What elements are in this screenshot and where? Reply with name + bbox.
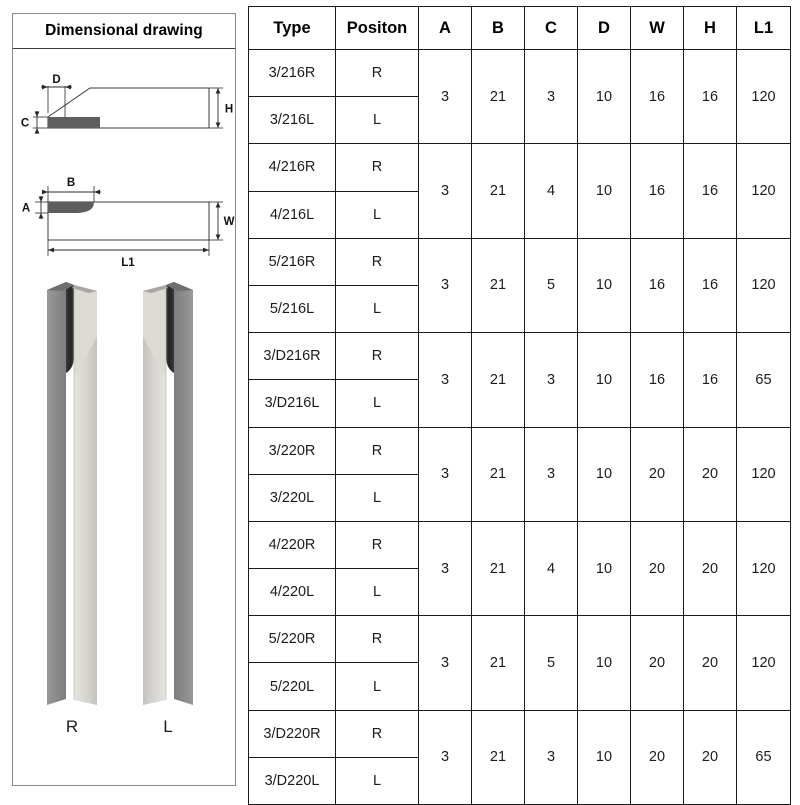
- cell-h: 20: [684, 427, 737, 521]
- cell-position: R: [336, 710, 419, 757]
- cell-w: 20: [631, 616, 684, 710]
- tool-label-right: R: [65, 717, 79, 736]
- column-header-w: W: [631, 7, 684, 50]
- cell-a: 3: [419, 238, 472, 332]
- cell-type: 3/220R: [249, 427, 336, 474]
- cell-c: 3: [525, 333, 578, 427]
- table-row: [249, 144, 791, 191]
- panel-title-cell: [13, 14, 235, 49]
- cell-position: R: [336, 333, 419, 380]
- cell-type: 5/216L: [249, 285, 336, 332]
- cell-type: 5/220R: [249, 616, 336, 663]
- cell-type: 4/220R: [249, 521, 336, 568]
- cell-d: 10: [578, 144, 631, 238]
- table-body: [249, 50, 791, 805]
- cell-position: R: [336, 427, 419, 474]
- cell-l1: 120: [737, 238, 791, 332]
- cell-d: 10: [578, 710, 631, 804]
- cell-l1: 120: [737, 144, 791, 238]
- cell-type: 4/216R: [249, 144, 336, 191]
- cell-d: 10: [578, 50, 631, 144]
- column-header-h: H: [684, 7, 737, 50]
- cell-type: 5/220L: [249, 663, 336, 710]
- cell-c: 3: [525, 710, 578, 804]
- table-row: [249, 50, 791, 97]
- cell-position: R: [336, 144, 419, 191]
- column-header-b: B: [472, 7, 525, 50]
- cell-b: 21: [472, 238, 525, 332]
- tool-photo-left: [137, 277, 199, 712]
- cell-b: 21: [472, 710, 525, 804]
- cell-position: L: [336, 191, 419, 238]
- column-header-type: Type: [249, 7, 336, 50]
- svg-text:L1: L1: [121, 257, 135, 269]
- cell-b: 21: [472, 616, 525, 710]
- cell-type: 3/D216L: [249, 380, 336, 427]
- svg-text:A: A: [21, 202, 31, 215]
- cell-type: 3/D216R: [249, 333, 336, 380]
- side-view-drawing: [13, 54, 237, 154]
- column-header-c: C: [525, 7, 578, 50]
- cell-type: 3/D220L: [249, 757, 336, 804]
- table-header-row: [249, 7, 791, 50]
- column-header-d: D: [578, 7, 631, 50]
- cell-h: 20: [684, 710, 737, 804]
- table-header: [249, 7, 791, 50]
- table-row: [249, 521, 791, 568]
- table-row: [249, 238, 791, 285]
- cell-w: 16: [631, 50, 684, 144]
- cell-type: 3/D220R: [249, 710, 336, 757]
- cell-b: 21: [472, 427, 525, 521]
- cell-d: 10: [578, 616, 631, 710]
- svg-text:B: B: [66, 177, 76, 189]
- dimensional-drawing-panel: [12, 13, 236, 786]
- cell-d: 10: [578, 427, 631, 521]
- cell-l1: 120: [737, 521, 791, 615]
- cell-l1: 120: [737, 427, 791, 521]
- tool-photo-right: [41, 277, 103, 712]
- cell-position: L: [336, 663, 419, 710]
- svg-text:H: H: [224, 103, 234, 116]
- table-row: [249, 427, 791, 474]
- cell-w: 16: [631, 333, 684, 427]
- cell-type: 5/216R: [249, 238, 336, 285]
- column-header-a: A: [419, 7, 472, 50]
- cell-a: 3: [419, 521, 472, 615]
- svg-text:W: W: [223, 216, 235, 228]
- cell-position: L: [336, 474, 419, 521]
- tool-labels: [13, 717, 237, 747]
- cell-h: 16: [684, 144, 737, 238]
- cell-position: L: [336, 757, 419, 804]
- cell-c: 4: [525, 521, 578, 615]
- cell-w: 20: [631, 521, 684, 615]
- cell-w: 20: [631, 710, 684, 804]
- svg-text:D: D: [52, 74, 61, 86]
- cell-position: L: [336, 380, 419, 427]
- svg-text:C: C: [20, 117, 30, 130]
- cell-b: 21: [472, 144, 525, 238]
- cell-position: L: [336, 285, 419, 332]
- cell-h: 20: [684, 616, 737, 710]
- cell-c: 5: [525, 616, 578, 710]
- cell-c: 3: [525, 427, 578, 521]
- cell-a: 3: [419, 144, 472, 238]
- product-photos: [13, 277, 237, 747]
- cell-position: R: [336, 238, 419, 285]
- cell-d: 10: [578, 238, 631, 332]
- cell-h: 16: [684, 333, 737, 427]
- cell-a: 3: [419, 50, 472, 144]
- cell-type: 3/216L: [249, 97, 336, 144]
- cell-position: R: [336, 616, 419, 663]
- top-view-drawing: [13, 162, 237, 270]
- cell-a: 3: [419, 333, 472, 427]
- panel-title: Dimensional drawing: [45, 22, 203, 39]
- cell-l1: 65: [737, 333, 791, 427]
- column-header-position: Positon: [336, 7, 419, 50]
- cell-a: 3: [419, 427, 472, 521]
- cell-b: 21: [472, 333, 525, 427]
- cell-w: 20: [631, 427, 684, 521]
- cell-w: 16: [631, 144, 684, 238]
- cell-d: 10: [578, 521, 631, 615]
- specification-table: [248, 6, 791, 805]
- cell-c: 5: [525, 238, 578, 332]
- cell-h: 16: [684, 50, 737, 144]
- cell-b: 21: [472, 50, 525, 144]
- cell-h: 20: [684, 521, 737, 615]
- cell-b: 21: [472, 521, 525, 615]
- cell-h: 16: [684, 238, 737, 332]
- cell-position: R: [336, 521, 419, 568]
- column-header-l1: L1: [737, 7, 791, 50]
- cell-d: 10: [578, 333, 631, 427]
- cell-type: 3/220L: [249, 474, 336, 521]
- cell-a: 3: [419, 710, 472, 804]
- cell-l1: 120: [737, 616, 791, 710]
- cell-c: 4: [525, 144, 578, 238]
- tool-label-left: L: [163, 717, 173, 736]
- cell-position: L: [336, 569, 419, 616]
- cell-position: L: [336, 97, 419, 144]
- table-row: [249, 333, 791, 380]
- cell-type: 4/216L: [249, 191, 336, 238]
- cell-position: R: [336, 50, 419, 97]
- cell-l1: 65: [737, 710, 791, 804]
- table-row: [249, 616, 791, 663]
- cell-w: 16: [631, 238, 684, 332]
- cell-type: 4/220L: [249, 569, 336, 616]
- cell-type: 3/216R: [249, 50, 336, 97]
- cell-c: 3: [525, 50, 578, 144]
- cell-a: 3: [419, 616, 472, 710]
- table-row: [249, 710, 791, 757]
- cell-l1: 120: [737, 50, 791, 144]
